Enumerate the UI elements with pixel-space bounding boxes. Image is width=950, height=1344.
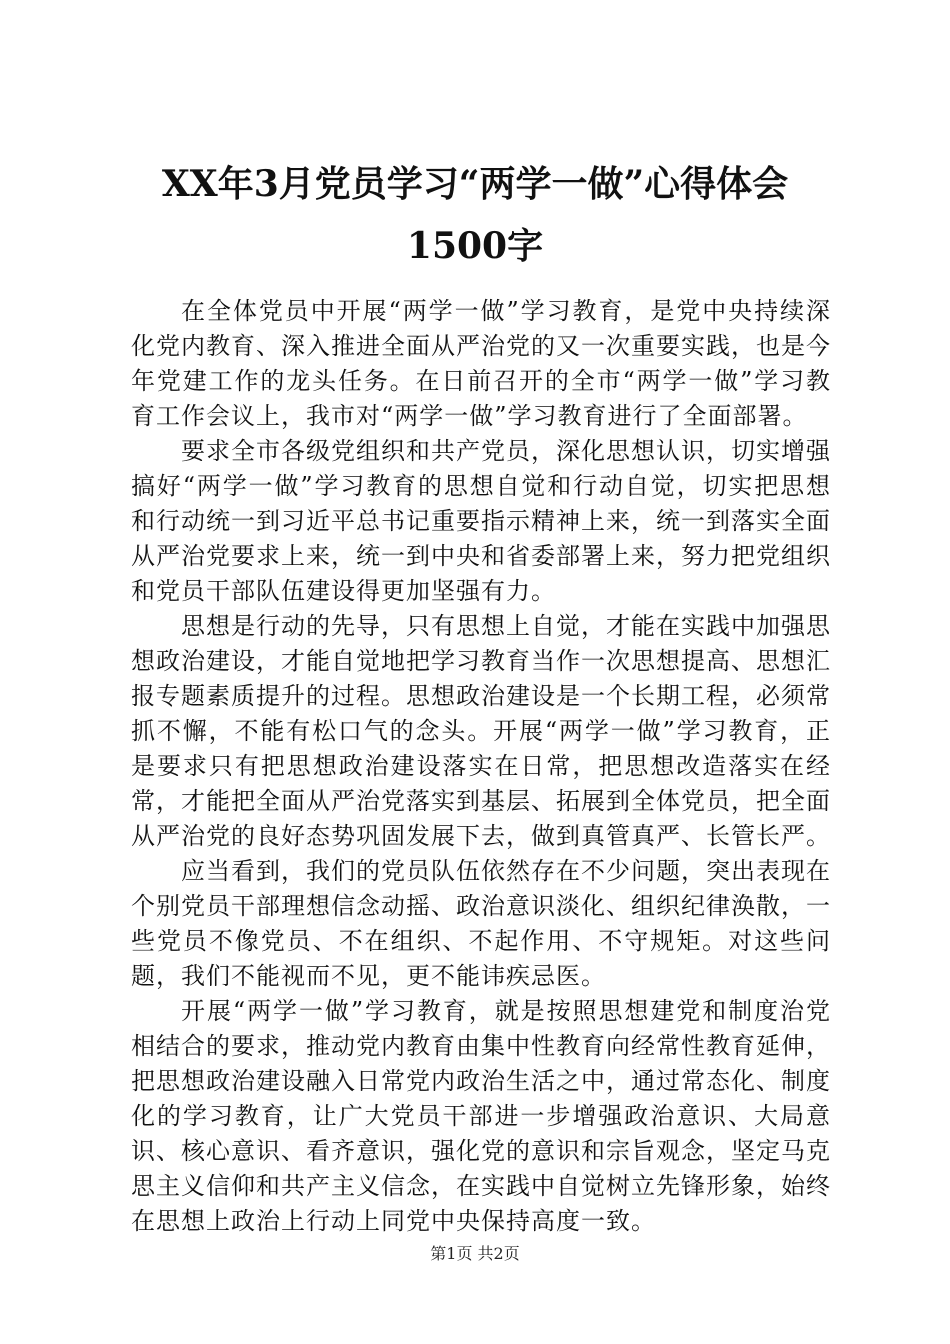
body-paragraph: 应当看到，我们的党员队伍依然存在不少问题，突出表现在个别党员干部理想信念动摇、政治意识淡化、组织纪律涣散，一些党员不像党员、不在组织、不起作用、不守规矩。对这些问题，我们不能视而不见，更不能讳疾忌医。 [131,857,831,990]
body-paragraph: 在全体党员中开展“两学一做”学习教育，是党中央持续深化党内教育、深入推进全面从严治党的又一次重要实践，也是今年党建工作的龙头任务。在日前召开的全市“两学一做”学习教育工作会议上，我市对“两学一做”学习教育进行了全面部署。 [131,297,831,430]
document-title-line-1: XX年3月党员学习“两学一做”心得体会 [161,163,789,205]
body-paragraph: 要求全市各级党组织和共产党员，深化思想认识，切实增强搞好“两学一做”学习教育的思想自觉和行动自觉，切实把思想和行动统一到习近平总书记重要指示精神上来，统一到落实全面从严治党要求上来，统一到中央和省委部署上来，努力把党组织和党员干部队伍建设得更加坚强有力。 [131,437,831,605]
body-paragraph: 思想是行动的先导，只有思想上自觉，才能在实践中加强思想政治建设，才能自觉地把学习教育当作一次思想提高、思想汇报专题素质提升的过程。思想政治建设是一个长期工程，必须常抓不懈，不能有松口气的念头。开展“两学一做”学习教育，正是要求只有把思想政治建设落实在日常，把思想改造落实在经常，才能把全面从严治党落实到基层、拓展到全体党员，把全面从严治党的良好态势巩固发展下去，做到真管真严、长管长严。 [131,612,831,850]
body-paragraph: 开展“两学一做”学习教育，就是按照思想建党和制度治党相结合的要求，推动党内教育由集中性教育向经常性教育延伸，把思想政治建设融入日常党内政治生活之中，通过常态化、制度化的学习教育，让广大党员干部进一步增强政治意识、大局意识、核心意识、看齐意识，强化党的意识和宗旨观念，坚定马克思主义信仰和共产主义信念，在实践中自觉树立先锋形象，始终在思想上政治上行动上同党中央保持高度一致。 [131,997,831,1235]
page-footer: 第1页 共2页 [430,1244,520,1263]
document-body [131,294,831,1239]
document-title-line-2: 1500字 [406,225,544,267]
